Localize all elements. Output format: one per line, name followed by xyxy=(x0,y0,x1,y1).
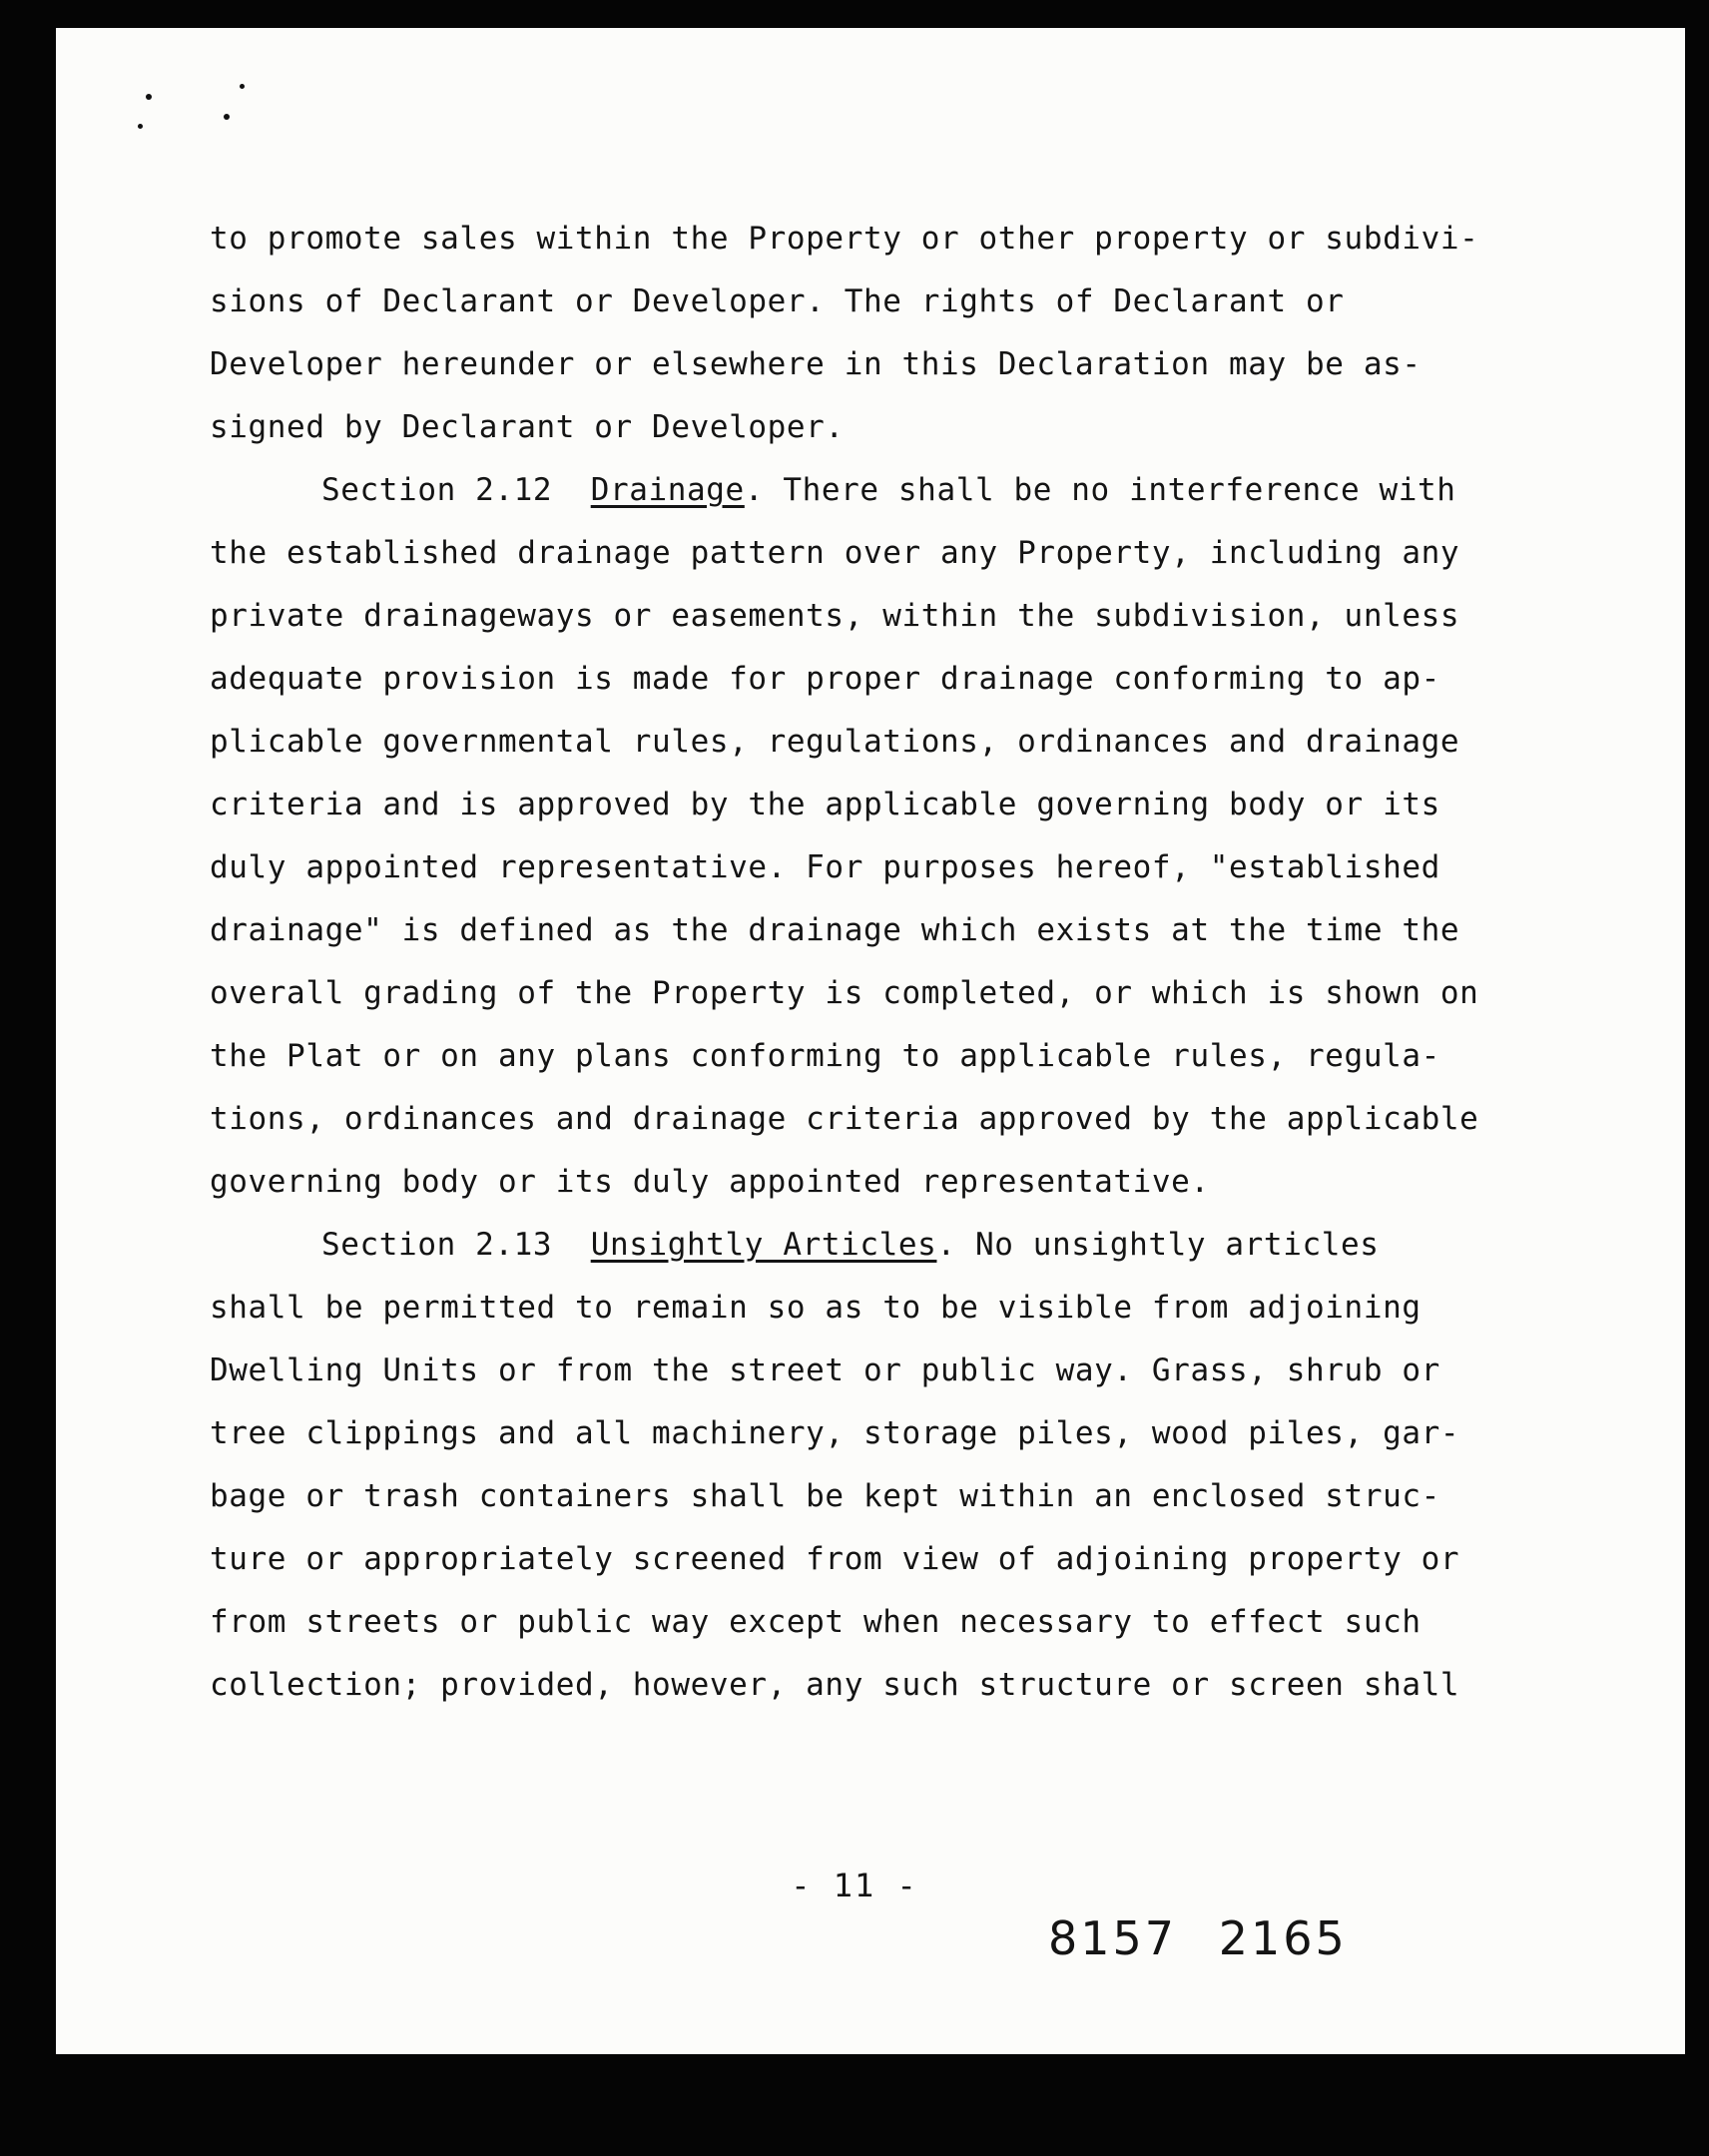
text-line: from streets or public way except when necessary to effect such xyxy=(210,1604,1422,1640)
text-line: Dwelling Units or from the street or public way. Grass, shrub or xyxy=(210,1352,1440,1388)
text-line: criteria and is approved by the applicable governing body or its xyxy=(210,787,1440,822)
text-line: plicable governmental rules, regulations, ordinances and drainage xyxy=(210,724,1460,760)
section-title: Unsightly Articles xyxy=(590,1227,937,1263)
text-line: signed by Declarant or Developer. xyxy=(210,409,845,445)
text-line: private drainageways or easements, within the subdivision, unless xyxy=(210,598,1460,634)
scan-speck xyxy=(146,94,152,100)
text-line: collection; provided, however, any such structure or screen shall xyxy=(210,1667,1460,1703)
text-line: bage or trash containers shall be kept within an enclosed struc- xyxy=(210,1478,1440,1514)
text-line: the established drainage pattern over any Property, including any xyxy=(210,535,1460,571)
section-2-12-heading-line xyxy=(210,459,1527,522)
text-line: shall be permitted to remain so as to be visible from adjoining xyxy=(210,1290,1422,1326)
text-line: adequate provision is made for proper drainage conforming to ap- xyxy=(210,661,1440,697)
document-body xyxy=(210,208,1527,1717)
scan-speck xyxy=(240,84,245,89)
page-number: - 11 - xyxy=(791,1867,918,1904)
text-line: overall grading of the Property is completed, or which is shown on xyxy=(210,975,1479,1011)
text-line: governing body or its duly appointed representative. xyxy=(210,1164,1210,1200)
section-title: Drainage xyxy=(590,472,745,508)
section-2-13-heading-line xyxy=(210,1214,1527,1277)
text-line: tree clippings and all machinery, storage piles, wood piles, gar- xyxy=(210,1415,1460,1451)
section-number: Section 2.13 xyxy=(321,1227,553,1263)
text-line: Developer hereunder or elsewhere in this Declaration may be as- xyxy=(210,346,1422,382)
text-line: duly appointed representative. For purposes hereof, "established xyxy=(210,849,1440,885)
text-line: tions, ordinances and drainage criteria approved by the applicable xyxy=(210,1101,1479,1137)
document-reference-number: 8157 2165 xyxy=(1048,1911,1348,1965)
section-text: . No unsightly articles xyxy=(936,1227,1380,1263)
scan-speck xyxy=(224,114,230,120)
scan-speck xyxy=(138,124,143,129)
text-line: sions of Declarant or Developer. The rights of Declarant or xyxy=(210,283,1345,319)
section-number: Section 2.12 xyxy=(321,472,553,508)
text-line: to promote sales within the Property or other property or subdivi- xyxy=(210,221,1479,257)
section-text: . There shall be no interference with xyxy=(744,472,1456,508)
text-line: drainage" is defined as the drainage which exists at the time the xyxy=(210,912,1460,948)
text-line: the Plat or on any plans conforming to applicable rules, regula- xyxy=(210,1038,1440,1074)
text-line: ture or appropriately screened from view of adjoining property or xyxy=(210,1541,1460,1577)
